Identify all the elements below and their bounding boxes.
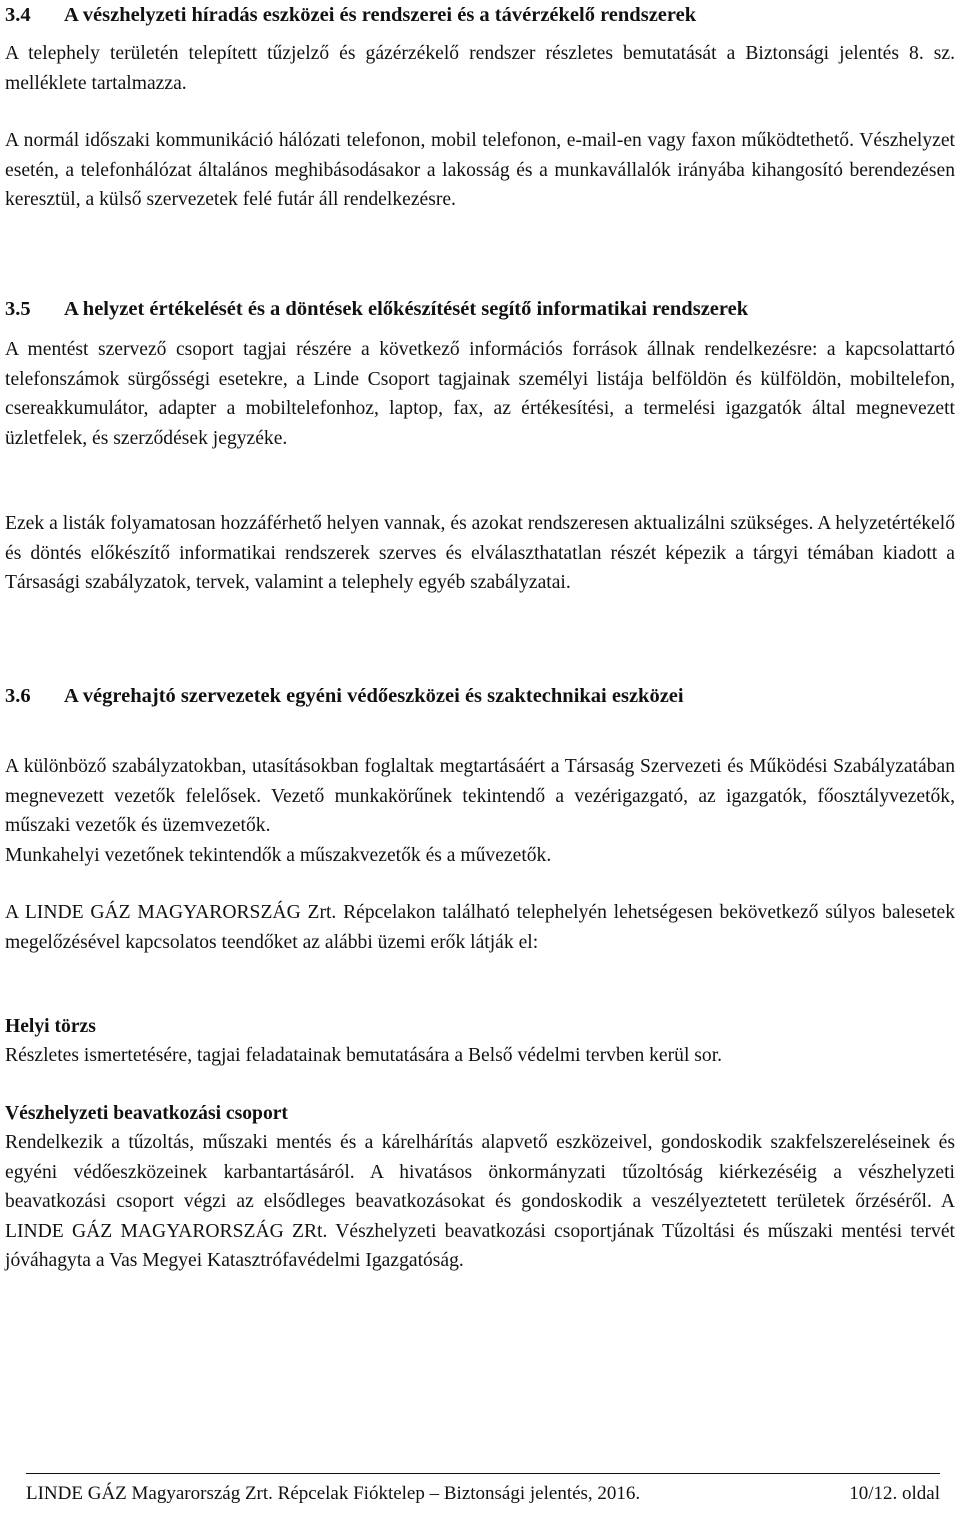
section-title: A vészhelyzeti híradás eszközei és rendszerei és a távérzékelő rendszerek	[64, 4, 697, 26]
subheading-veszhelyzeti-csoport: Vészhelyzeti beavatkozási csoport	[5, 1103, 288, 1124]
paragraph: Rendelkezik a tűzoltás, műszaki mentés és a kárelhárítás alapvető eszközeivel, gondoskodik szakfelszereléseinek és egyéni védőeszközeinek karbantartásáról. A hivatásos önkormányzati tűzoltóság kiérkezéséig a vészhelyzeti beavatkozási csoport végzi az elsődleges beavatkozásokat és gondoskodik a veszélyeztetett területek őrzéséről. A LINDE GÁZ MAGYARORSZÁG ZRt. Vészhelyzeti beavatkozási csoportjának Tűzoltási és műszaki mentési tervét jóváhagyta a Vas Megyei Katasztrófavédelmi Igazgatóság.	[5, 1132, 955, 1272]
section-title: A végrehajtó szervezetek egyéni védőeszközei és szaktechnikai eszközei	[64, 685, 684, 707]
subheading-helyi-torzs: Helyi törzs	[5, 1016, 96, 1037]
paragraph: A mentést szervező csoport tagjai részére a következő információs források állnak rendelkezésre: a kapcsolattartó telefonszámok sürgősségi esetekre, a Linde Csoport tagjainak személyi listája belföldön és külföldön, mobiltelefon, csereakkumulátor, adapter a mobiltelefonhoz, laptop, fax, az értékesítési, a termelési igazgatók által megnevezett üzletfelek, és szerződések jegyzéke.	[5, 339, 955, 449]
paragraph: Részletes ismertetésére, tagjai feladatainak bemutatására a Belső védelmi tervben kerül sor.	[5, 1045, 723, 1066]
section-heading-3-4	[5, 0, 696, 30]
paragraph: A telephely területén telepített tűzjelző és gázérzékelő rendszer részletes bemutatását a Biztonsági jelentés 8. sz. melléklete tartalmazza.	[5, 43, 955, 94]
footer-page-number: 10/12. oldal	[849, 1483, 940, 1504]
paragraph: A LINDE GÁZ MAGYARORSZÁG Zrt. Répcelakon található telephelyén lehetségesen bekövetkező súlyos balesetek megelőzésével kapcsolatos teendőket az alábbi üzemi erők látják el:	[5, 902, 955, 953]
section-number: 3.5	[5, 298, 31, 320]
section-heading-3-6	[5, 681, 684, 711]
paragraph: Munkahelyi vezetőnek tekintendők a műszakvezetők és a művezetők.	[5, 845, 552, 866]
footer-divider	[26, 1473, 940, 1474]
section-number: 3.6	[5, 685, 31, 707]
section-title: A helyzet értékelését és a döntések előkészítését segítő informatikai rendszerek	[64, 298, 749, 320]
paragraph: A normál időszaki kommunikáció hálózati telefonon, mobil telefonon, e-mail-en vagy faxon működtethető. Vészhelyzet esetén, a telefonhálózat általános meghibásodásakor a lakosság és a munkavállalók irányába kihangosító berendezésen keresztül, a külső szervezetek felé futár áll rendelkezésre.	[5, 130, 955, 211]
paragraph: Ezek a listák folyamatosan hozzáférhető helyen vannak, és azokat rendszeresen aktualizálni szükséges. A helyzetértékelő és döntés előkészítő informatikai rendszerek szerves és elválaszthatatlan részét képezik a tárgyi témában kiadott a Társasági szabályzatok, tervek, valamint a telephely egyéb szabályzatai.	[5, 513, 955, 594]
footer-document-title: LINDE GÁZ Magyarország Zrt. Répcelak Fióktelep – Biztonsági jelentés, 2016.	[26, 1483, 641, 1504]
section-number: 3.4	[5, 4, 31, 26]
paragraph: A különböző szabályzatokban, utasításokban foglaltak megtartásáért a Társaság Szervezeti és Működési Szabályzatában megnevezett vezetők felelősek. Vezető munkakörűnek tekintendő a vezérigazgató, az igazgatók, főosztályvezetők, műszaki vezetők és üzemvezetők.	[5, 756, 955, 837]
section-heading-3-5	[5, 294, 748, 324]
